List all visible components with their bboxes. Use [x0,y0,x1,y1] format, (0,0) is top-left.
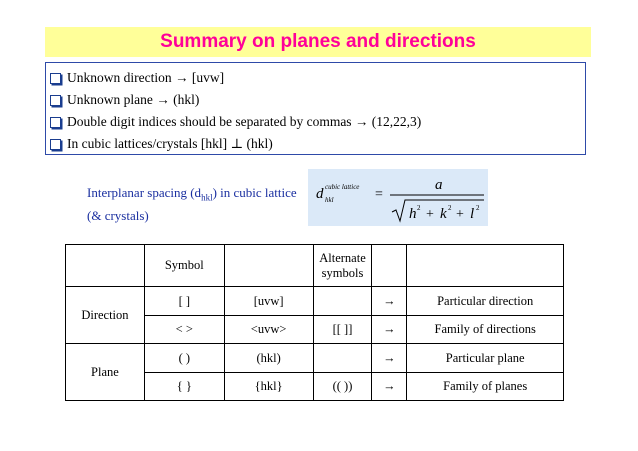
formula-l: l [470,206,475,222]
bullet-text: Double digit indices should be separated by commas → (12,22,3) [67,114,422,129]
example-cell: {hkl} [224,373,313,401]
formula-exp-h: 2 [417,204,421,212]
symbol-cell: ( ) [144,344,224,373]
header-cell-empty [66,245,145,287]
formula-plus-2: + [456,207,464,222]
bullet-item [50,67,585,89]
formula-subscript: hkl [325,196,334,204]
formula-k: k [440,206,447,222]
bullet-text: Unknown direction → [uvw] [67,70,225,85]
checkbox-bullet-icon [50,73,61,84]
table-row [66,344,564,373]
checkbox-bullet-icon [50,95,61,106]
header-cell-empty [224,245,313,287]
note-text-before: Interplanar spacing (d [87,185,202,200]
bullet-item [50,89,585,111]
formula-numerator: a [435,177,443,193]
symbol-cell: [ ] [144,287,224,316]
formula-plus-1: + [426,207,434,222]
group-label-direction: Direction [66,287,145,344]
formula-box [308,169,488,226]
formula-exp-l: 2 [476,204,480,212]
alternate-cell: [[ ]] [313,316,372,344]
formula-equals: = [375,187,383,202]
alternate-cell: (( )) [313,373,372,401]
summary-table [65,244,564,401]
meaning-cell: Family of planes [407,373,564,401]
formula [308,169,488,226]
example-cell: <uvw> [224,316,313,344]
formula-superscript: cubic lattice [325,183,360,191]
arrow-cell: → [372,373,407,401]
interplanar-spacing-note [87,184,297,224]
bullet-text: In cubic lattices/crystals [hkl] ⊥ (hkl) [67,136,273,151]
alternate-cell [313,344,372,373]
bullet-text: Unknown plane → (hkl) [67,92,200,107]
header-symbol: Symbol [144,245,224,287]
bullet-list [45,62,586,155]
symbol-cell: { } [144,373,224,401]
slide-title: Summary on planes and directions [45,27,591,57]
checkbox-bullet-icon [50,117,61,128]
arrow-cell: → [372,344,407,373]
formula-h: h [409,206,417,222]
header-cell-empty [372,245,407,287]
example-cell: [uvw] [224,287,313,316]
arrow-cell: → [372,287,407,316]
meaning-cell: Family of directions [407,316,564,344]
symbol-cell: < > [144,316,224,344]
arrow-cell: → [372,316,407,344]
alternate-cell [313,287,372,316]
note-text-after: ) in cubic lattice (& crystals) [87,185,297,223]
header-alternate-symbols: Alternate symbols [313,245,372,287]
table-row [66,287,564,316]
table-header-row [66,245,564,287]
bullet-item [50,111,585,133]
meaning-cell: Particular direction [407,287,564,316]
bullet-item [50,133,585,155]
header-cell-empty [407,245,564,287]
example-cell: (hkl) [224,344,313,373]
formula-d: d [316,186,324,202]
note-subscript: hkl [201,192,213,203]
group-label-plane: Plane [66,344,145,401]
formula-exp-k: 2 [448,204,452,212]
meaning-cell: Particular plane [407,344,564,373]
checkbox-bullet-icon [50,139,61,150]
